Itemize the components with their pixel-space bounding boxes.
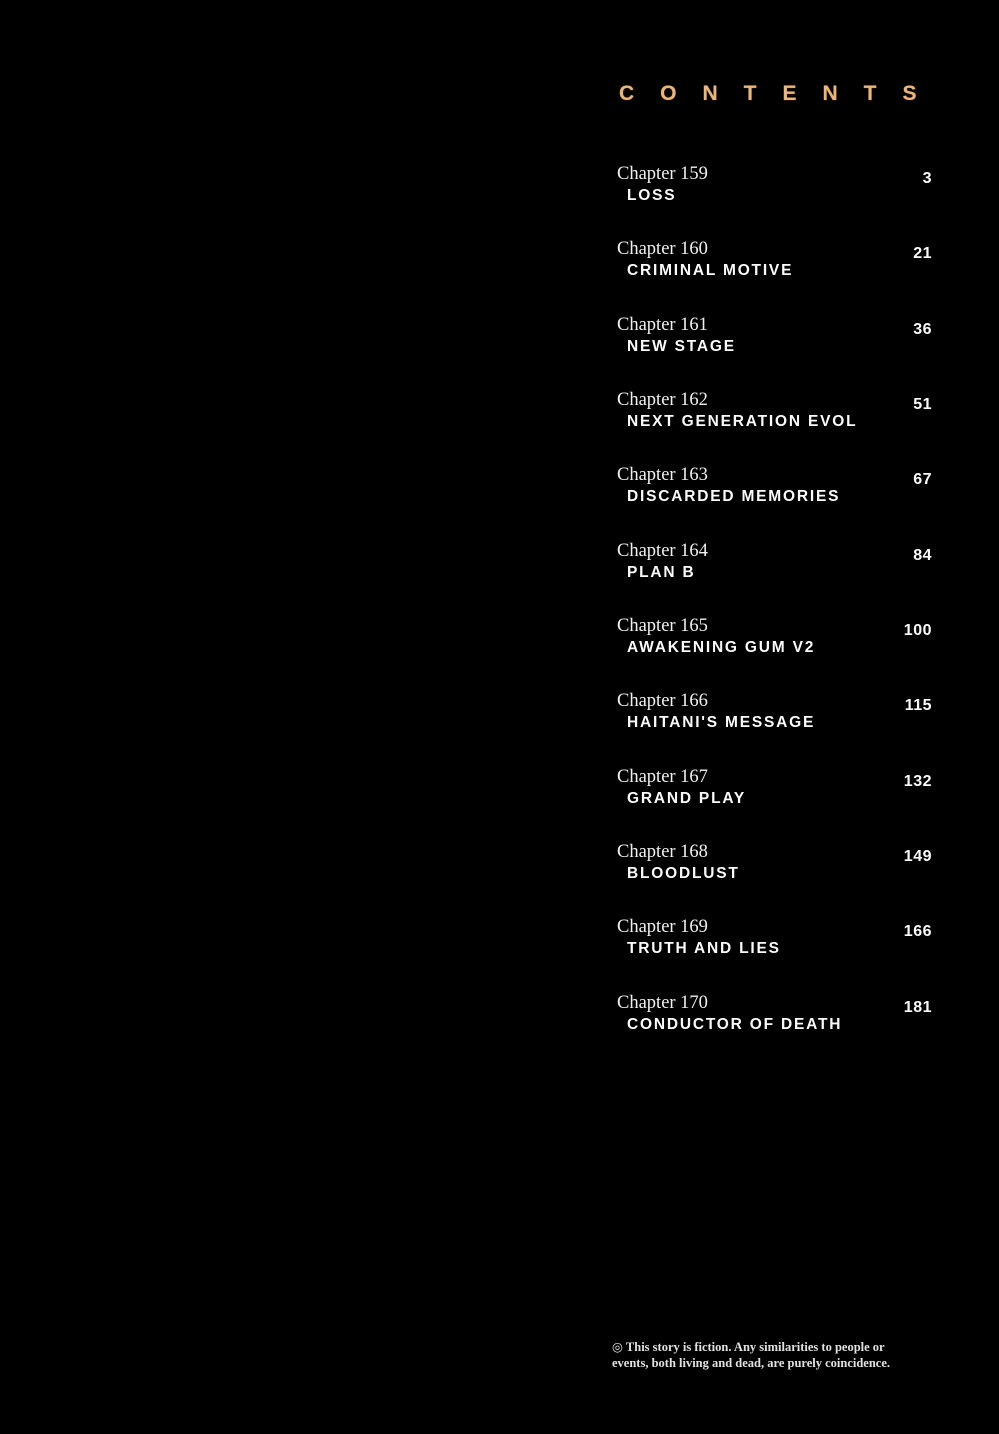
toc-entry <box>617 164 932 239</box>
toc-entry <box>617 315 932 390</box>
toc-entry-text <box>617 164 708 205</box>
fiction-disclaimer-text1: This story is fiction. Any similarities to people or <box>625 1340 885 1354</box>
chapter-title: CONDUCTOR OF DEATH <box>627 1015 843 1033</box>
toc-entry <box>617 842 932 917</box>
page-number: 132 <box>903 772 932 790</box>
page-number: 100 <box>903 622 932 640</box>
chapter-title: NEXT GENERATION EVOL <box>627 413 858 431</box>
chapter-number-label: Chapter 164 <box>617 540 708 561</box>
chapter-title: PLAN B <box>627 563 696 581</box>
chapter-title: CRIMINAL MOTIVE <box>627 262 794 280</box>
toc-entry <box>617 541 932 616</box>
toc-entry-text <box>617 842 740 883</box>
chapter-title: NEW STAGE <box>627 337 736 355</box>
chapter-number-label: Chapter 167 <box>617 766 708 787</box>
toc-entry <box>617 767 932 842</box>
page-number: 67 <box>913 471 932 489</box>
chapter-number-label: Chapter 159 <box>617 164 708 184</box>
page-number: 3 <box>922 170 932 187</box>
toc-entry <box>617 465 932 540</box>
page-number: 181 <box>903 998 932 1016</box>
toc-entry-text <box>617 465 840 506</box>
page-number: 115 <box>904 697 932 715</box>
chapter-title: LOSS <box>627 187 677 204</box>
chapter-number-label: Chapter 163 <box>617 465 708 486</box>
fiction-disclaimer <box>612 1340 892 1371</box>
page-number: 84 <box>913 546 932 564</box>
toc-entry-text <box>617 541 708 582</box>
page-number: 36 <box>913 320 932 338</box>
chapter-title: HAITANI'S MESSAGE <box>627 714 816 732</box>
toc-entry <box>617 239 932 314</box>
chapter-title: DISCARDED MEMORIES <box>627 488 841 506</box>
toc-entry <box>617 390 932 465</box>
chapter-number-label: Chapter 170 <box>617 992 708 1013</box>
fiction-disclaimer-line1 <box>612 1340 892 1356</box>
chapter-number-label: Chapter 161 <box>617 314 708 335</box>
circle-icon: ◎ <box>612 1340 623 1354</box>
page-title: CONTENTS <box>619 82 943 105</box>
toc-entry-text <box>617 767 746 808</box>
chapter-number-label: Chapter 166 <box>617 691 708 712</box>
chapter-number-label: Chapter 168 <box>617 842 708 863</box>
chapter-number-label: Chapter 169 <box>617 917 708 938</box>
toc-entry-text <box>617 917 781 958</box>
toc-entry <box>617 917 932 992</box>
toc-entry <box>617 691 932 766</box>
page-number: 21 <box>913 245 932 263</box>
fiction-disclaimer-line2: events, both living and dead, are purely coincidence. <box>612 1355 891 1370</box>
page-number: 166 <box>903 923 932 941</box>
toc-entry <box>617 993 932 1068</box>
chapter-title: BLOODLUST <box>627 865 740 883</box>
chapter-title: AWAKENING GUM V2 <box>627 639 816 657</box>
chapter-number-label: Chapter 165 <box>617 616 708 637</box>
toc-entry <box>617 616 932 691</box>
table-of-contents <box>617 164 932 1068</box>
toc-entry-text <box>617 691 815 732</box>
toc-entry-text <box>617 993 842 1034</box>
toc-entry-text <box>617 239 793 280</box>
chapter-number-label: Chapter 160 <box>617 239 708 260</box>
toc-entry-text <box>617 315 736 356</box>
chapter-number-label: Chapter 162 <box>617 390 708 411</box>
page-number: 51 <box>913 396 932 414</box>
toc-entry-text <box>617 616 815 657</box>
toc-entry-text <box>617 390 857 431</box>
chapter-title: TRUTH AND LIES <box>627 940 781 958</box>
page-number: 149 <box>903 848 932 866</box>
chapter-title: GRAND PLAY <box>627 789 747 807</box>
